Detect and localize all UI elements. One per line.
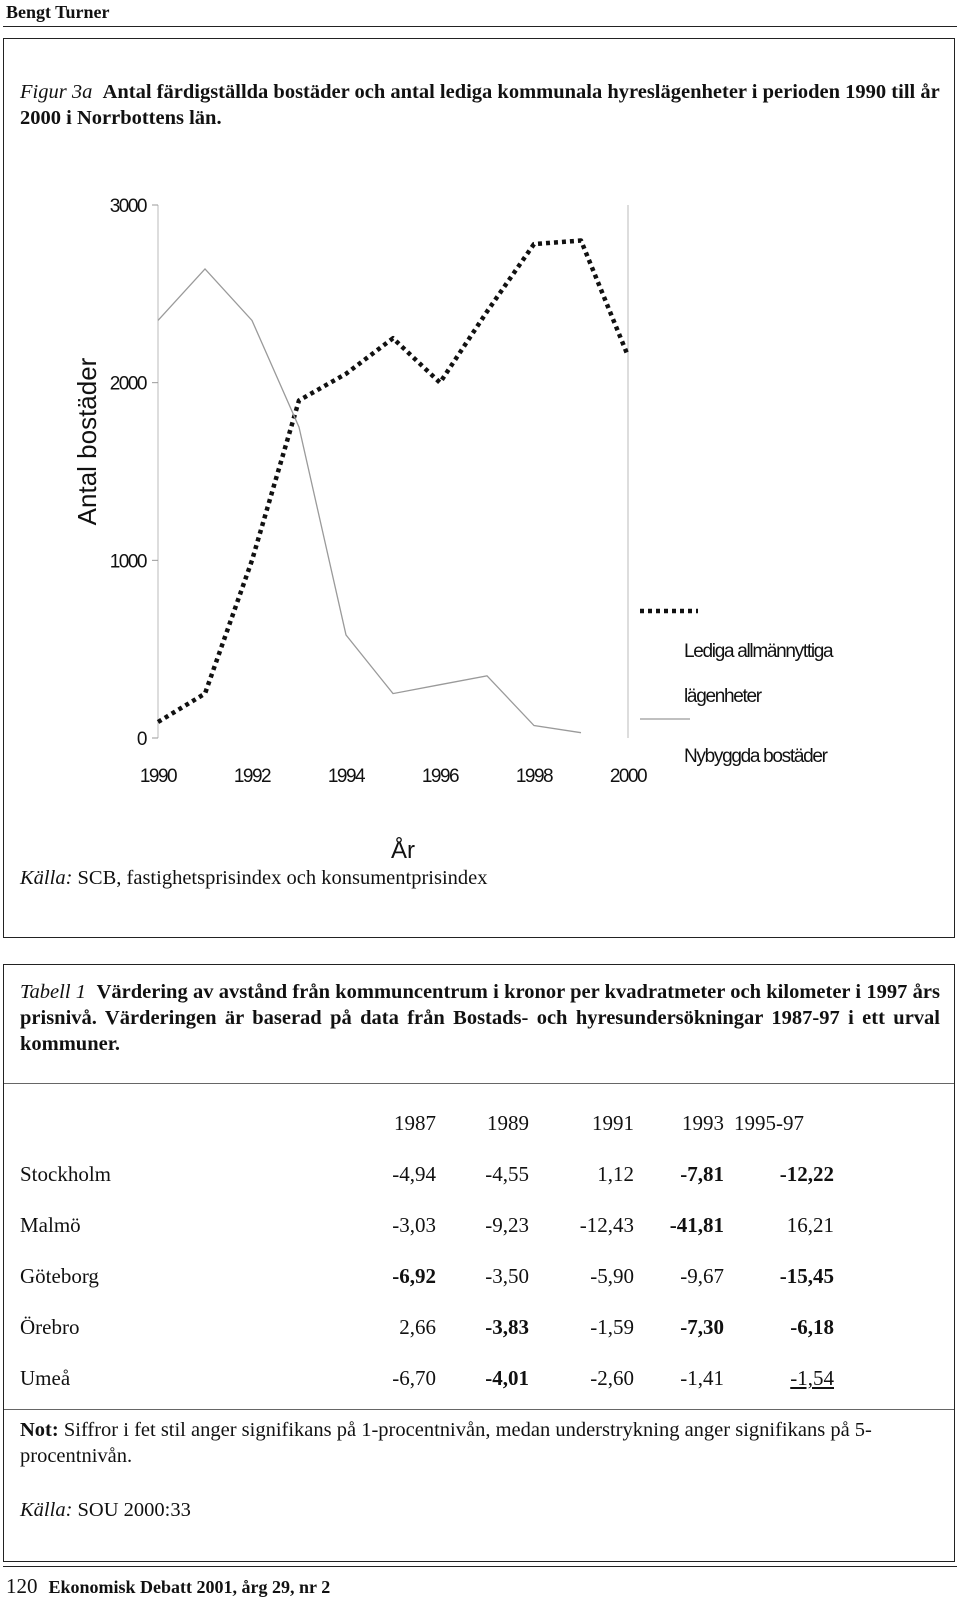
series-line-nybyggda xyxy=(158,269,581,733)
table-row-label: Göteborg xyxy=(20,1264,99,1288)
table-cell: -15,45 xyxy=(779,1264,834,1288)
y-tick-label: 3000 xyxy=(109,196,146,217)
table-row-label: Stockholm xyxy=(20,1162,112,1186)
chart-series xyxy=(158,241,628,733)
figure-caption xyxy=(20,79,940,131)
table-note-text: Siffror i fet stil anger signifikans på 1-procentnivån, medan understrykning anger signifikans på 5-procentnivån. xyxy=(20,1419,872,1467)
table-cell: -7,30 xyxy=(680,1315,724,1339)
column-header: 1989 xyxy=(487,1111,529,1135)
running-header-author: Bengt Turner xyxy=(6,2,110,22)
table-caption xyxy=(20,979,940,1057)
table-cell: -4,55 xyxy=(485,1162,529,1186)
y-tick-label: 0 xyxy=(136,729,146,750)
table-cell: -3,03 xyxy=(392,1213,436,1237)
column-header: 1991 xyxy=(592,1111,634,1135)
table-cell: -6,92 xyxy=(392,1264,436,1288)
table-cell: -4,94 xyxy=(392,1162,436,1186)
figure-source xyxy=(20,867,488,890)
table-cell: -4,01 xyxy=(485,1366,529,1390)
legend-label-nybyggda: Nybyggda bostäder xyxy=(684,746,827,767)
table-cell: -3,83 xyxy=(485,1315,529,1339)
table-cell: -1,59 xyxy=(590,1315,634,1339)
table-cell: 16,21 xyxy=(786,1213,834,1237)
table-cell: -12,43 xyxy=(579,1213,634,1237)
x-tick-label: 1996 xyxy=(421,766,459,787)
table-cell: -7,81 xyxy=(680,1162,724,1186)
table-row-label: Örebro xyxy=(20,1315,80,1339)
figure-box xyxy=(3,38,955,938)
table-cell: -2,60 xyxy=(590,1366,634,1390)
table-cell: -1,54 xyxy=(790,1366,834,1390)
x-tick-label: 1994 xyxy=(327,766,365,787)
x-tick-label: 2000 xyxy=(609,766,647,787)
journal-name: Ekonomisk Debatt 2001, årg 29, nr 2 xyxy=(48,1577,331,1597)
table-note xyxy=(20,1417,940,1469)
y-tick-label: 1000 xyxy=(109,551,146,573)
table-cell: -9,67 xyxy=(680,1264,724,1288)
table-cell: 1,12 xyxy=(597,1162,634,1186)
table-box xyxy=(3,964,955,1562)
table-source xyxy=(20,1499,191,1522)
column-header: 1995-97 xyxy=(734,1111,804,1135)
x-tick-label: 1992 xyxy=(233,766,271,787)
table-cell: -41,81 xyxy=(669,1213,724,1237)
line-chart xyxy=(4,149,952,889)
table-label: Tabell 1 xyxy=(20,981,87,1003)
table-row-label: Umeå xyxy=(20,1366,71,1390)
x-tick-label: 1998 xyxy=(515,766,553,787)
footer-rule xyxy=(3,1566,957,1567)
table-source-label: Källa: xyxy=(20,1499,73,1521)
figure-title: Antal färdigställda bostäder och antal lediga kommunala hyreslägenheter i perioden 1990 till år 2000 i Norrbottens län. xyxy=(20,81,940,129)
table-cell: -6,70 xyxy=(392,1366,436,1390)
y-tick-label: 2000 xyxy=(109,373,146,395)
column-header: 1987 xyxy=(394,1111,436,1135)
table-cell: -6,18 xyxy=(790,1315,834,1339)
y-axis-title: Antal bostäder xyxy=(72,357,102,526)
table-cell: -12,22 xyxy=(779,1162,834,1186)
table-note-label: Not: xyxy=(20,1419,59,1441)
page-number: 120 xyxy=(6,1574,38,1598)
table-cell: -9,23 xyxy=(485,1213,529,1237)
chart-axes xyxy=(72,196,647,864)
column-header: 1993 xyxy=(682,1111,724,1135)
table-title: Värdering av avstånd från kommuncentrum i kronor per kvadratmeter och kilometer i 1997 års prisnivå. Värderingen är baserad på data från Bostads- och hyresundersökningar 1987-97 i ett urval kommuner. xyxy=(20,981,941,1055)
table-cell: -1,41 xyxy=(680,1366,724,1390)
table-cell: 2,66 xyxy=(399,1315,436,1339)
legend-label-lediga-line2: lägenheter xyxy=(684,686,761,707)
header-rule xyxy=(3,26,957,27)
figure-source-text: SCB, fastighetsprisindex och konsumentprisindex xyxy=(77,867,488,889)
table-bottom-rule xyxy=(4,1409,954,1410)
chart-legend xyxy=(640,611,834,767)
table-caption-rule xyxy=(4,1083,954,1084)
table-row-label: Malmö xyxy=(20,1213,81,1237)
figure-source-label: Källa: xyxy=(20,867,73,889)
legend-label-lediga-line1: Lediga allmännyttiga xyxy=(684,641,833,662)
x-axis-title: År xyxy=(391,837,415,864)
x-tick-label: 1990 xyxy=(139,766,177,787)
table-source-text: SOU 2000:33 xyxy=(77,1499,191,1521)
page-footer xyxy=(6,1574,330,1599)
table-cell: -5,90 xyxy=(590,1264,634,1288)
figure-label: Figur 3a xyxy=(20,81,93,103)
table-cell: -3,50 xyxy=(485,1264,529,1288)
series-line-lediga xyxy=(158,241,628,722)
